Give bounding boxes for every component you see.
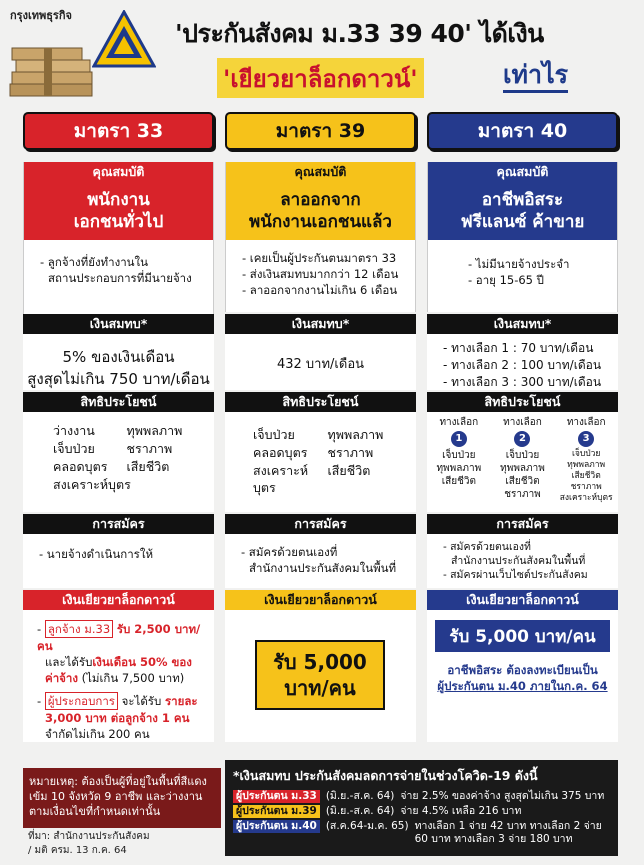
benefit-item: เสียชีวิต (327, 463, 371, 478)
relief-label: เงินเยียวยาล็อกดาวน์ (225, 590, 416, 610)
qualification-panel (225, 162, 416, 312)
row-detail: จ่าย 2.5% ของค่าจ้าง สูงสุดไม่เกิน 375 บาท (400, 790, 605, 802)
brand-name: กรุงเทพธุรกิจ (10, 9, 72, 22)
note-box: หมายเหตุ: ต้องเป็นผู้ที่อยู่ในพื้นที่สีแดงเข้ม 10 จังหวัด 9 อาชีพ และว่างงานตามเงื่อนไขที่กำหนดเท่านั้น (23, 768, 221, 828)
benefit-item: เสียชีวิต (441, 476, 476, 487)
relief-highlight: ค่าจ้าง (45, 671, 78, 685)
page-title: 'ประกันสังคม ม.33 39 40' ได้เงิน (175, 19, 544, 48)
benefit-label: สิทธิประโยชน์ (225, 392, 416, 412)
contribution-line: - ทางเลือก 1 : 70 บาท/เดือน (443, 341, 594, 355)
relief-details (427, 662, 618, 694)
contribution-line: สูงสุดไม่เกิน 750 บาท/เดือน (27, 370, 210, 388)
benefit-item: เจ็บป่วย (505, 450, 540, 461)
benefit-item: ชราภาพ (126, 441, 173, 456)
apply-label: การสมัคร (23, 514, 214, 534)
relief-text: อาชีพอิสระ ต้องลงทะเบียนเป็น (447, 663, 598, 677)
list-item: - อายุ 15-65 ปี (468, 273, 544, 287)
business-tag: ผู้ประกอบการ (45, 692, 118, 710)
source-line: / มติ ครม. 13 ก.ค. 64 (28, 845, 127, 856)
benefit-panel (225, 392, 416, 512)
relief-panel (427, 590, 618, 742)
contribution-line: 432 บาท/เดือน (276, 357, 365, 372)
option-number: 2 (514, 431, 530, 447)
contribution-row (233, 820, 610, 846)
option-column (491, 416, 555, 504)
benefit-item: สงเคราะห์บุตร (559, 493, 613, 503)
money-stack-icon (8, 28, 98, 106)
row-period: (ส.ค.64-ม.ค. 65) (325, 820, 409, 832)
relief-label: เงินเยียวยาล็อกดาวน์ (427, 590, 618, 610)
apply-label: การสมัคร (427, 514, 618, 534)
benefit-item: ทุพพลภาพ (327, 427, 384, 442)
contribution-reduction-box (225, 760, 618, 856)
list-item: - สมัครผ่านเว็บไซต์ประกันสังคม (443, 569, 588, 581)
list-item: สถานประกอบการที่มีนายจ้าง (48, 271, 192, 285)
apply-panel (23, 514, 214, 588)
apply-list (23, 534, 214, 562)
row-period: (มิ.ย.-ส.ค. 64) (325, 790, 395, 802)
relief-highlight: เงินเดือน 50% ของ (92, 655, 192, 669)
relief-details: - ลูกจ้าง ม.33 รับ 2,500 บาท/คน และได้รับเงินเดือน 50% ของ ค่าจ้าง (ไม่เกิน 7,500 บาท) - ผู้ประกอบการ จะได้รับ รายละ 3,000 บาท ต่อลูกจ้าง 1 คน จำกัดไม่เกิน 200 คน (23, 610, 214, 742)
column-header: มาตรา 39 (225, 112, 416, 150)
relief-text: ผู้ประกันตน ม.40 ภายในก.ค. 64 (437, 679, 608, 693)
option-number: 1 (451, 431, 467, 447)
qualification-main-line: พนักงาน (87, 190, 150, 210)
relief-highlight: รายละ (164, 694, 198, 708)
qualification-list (226, 240, 415, 298)
relief-amount: รับ 5,000 (273, 650, 367, 674)
benefit-item: สงเคราะห์บุตร (253, 463, 309, 495)
contribution-label: เงินสมทบ* (225, 314, 416, 334)
qualification-main-line: ฟรีแลนซ์ ค้าขาย (460, 212, 585, 232)
qualification-label: คุณสมบัติ (226, 162, 415, 182)
title-highlight (217, 58, 424, 98)
benefit-item: เจ็บป่วย (253, 427, 295, 442)
qualification-main (24, 182, 213, 240)
title-subtitle: 'เยียวยาล็อกดาวน์' (223, 64, 418, 93)
apply-panel (225, 514, 416, 588)
benefit-item: เสียชีวิต (126, 459, 170, 474)
relief-text: จะได้รับ (121, 694, 162, 708)
relief-amount: รับ 2,500 บาท/คน (37, 622, 201, 653)
column-section-33 (23, 112, 214, 741)
option-label: ทางเลือก (566, 417, 606, 428)
benefit-label: สิทธิประโยชน์ (23, 392, 214, 412)
benefit-item: สงเคราะห์บุตร (53, 477, 131, 492)
benefit-item: เสียชีวิต (505, 476, 540, 487)
qualification-label: คุณสมบัติ (24, 162, 213, 182)
list-item: - เคยเป็นผู้ประกันตนมาตรา 33 (242, 251, 397, 265)
benefit-list (23, 412, 214, 493)
column-header: มาตรา 40 (427, 112, 618, 150)
benefit-item: ทุพพลภาพ (500, 463, 545, 474)
benefit-options (427, 412, 618, 504)
apply-list (427, 534, 618, 582)
sso-logo-icon (92, 10, 156, 70)
row-label: ผู้ประกันตน ม.39 (233, 805, 320, 818)
title-suffix: เท่าไร (503, 60, 568, 93)
row-label: ผู้ประกันตน ม.33 (233, 790, 320, 803)
relief-text: และได้รับ (45, 655, 93, 669)
relief-amount: รับ 5,000 บาท/คน (435, 620, 610, 652)
column-section-40 (427, 112, 618, 693)
qualification-list (428, 240, 617, 288)
benefit-label: สิทธิประโยชน์ (427, 392, 618, 412)
contribution-panel (427, 314, 618, 390)
benefit-item: ทุพพลภาพ (436, 463, 482, 474)
column-section-39 (225, 112, 416, 700)
option-label: ทางเลือก (439, 417, 479, 428)
benefit-item: เจ็บป่วย (53, 441, 95, 456)
contribution-values (427, 334, 618, 391)
benefit-item: ทุพพลภาพ (126, 423, 183, 438)
option-label: ทางเลือก (503, 417, 542, 428)
list-item: - สมัครด้วยตนเองที่ (443, 541, 531, 553)
contribution-line: - ทางเลือก 3 : 300 บาท/เดือน (443, 375, 602, 389)
benefit-item: เสียชีวิต (571, 471, 601, 481)
benefit-item: ทุพพลภาพ (567, 460, 606, 470)
benefit-item: เจ็บป่วย (442, 450, 476, 461)
list-item: สำนักงานประกันสังคมในพื้นที่ (249, 561, 397, 575)
relief-unit: บาท/คน (284, 676, 356, 700)
relief-text: (ไม่เกิน 7,500 บาท) (81, 671, 185, 685)
apply-panel (427, 514, 618, 588)
contribution-line: - ทางเลือก 2 : 100 บาท/เดือน (443, 358, 602, 372)
contribution-row (233, 790, 610, 803)
relief-panel (23, 590, 214, 742)
qualification-main-line: ลาออกจาก (280, 190, 361, 210)
benefit-item: เจ็บป่วย (571, 449, 601, 459)
contribution-label: เงินสมทบ* (23, 314, 214, 334)
source-note (28, 830, 150, 858)
relief-amount-box (255, 640, 385, 710)
option-number: 3 (578, 431, 594, 447)
column-header: มาตรา 33 (23, 112, 214, 150)
qualification-main-line: เอกชนทั่วไป (73, 212, 164, 232)
benefit-panel (427, 392, 618, 512)
contribution-values (23, 334, 214, 390)
benefit-item: คลอดบุตร (53, 459, 108, 474)
list-item: - นายจ้างดำเนินการให้ (39, 547, 154, 561)
benefit-item: ชราภาพ (504, 489, 541, 500)
list-item: - ส่งเงินสมทบมากกว่า 12 เดือน (242, 267, 399, 281)
source-line: ที่มา: สำนักงานประกันสังคม (28, 831, 150, 842)
relief-highlight: 3,000 บาท ต่อลูกจ้าง 1 คน (45, 711, 190, 725)
option-column (554, 416, 618, 504)
qualification-main-line: พนักงานเอกชนแล้ว (249, 212, 392, 232)
benefit-list (225, 412, 416, 496)
contribution-panel (225, 314, 416, 390)
qualification-main-line: อาชีพอิสระ (481, 190, 564, 210)
qualification-panel (427, 162, 618, 312)
row-detail: จ่าย 4.5% เหลือ 216 บาท (400, 805, 522, 817)
benefit-item: คลอดบุตร (253, 445, 308, 460)
qualification-list (24, 240, 213, 286)
option-column (427, 416, 491, 504)
benefit-panel (23, 392, 214, 512)
row-detail: ทางเลือก 1 จ่าย 42 บาท ทางเลือก 2 จ่าย 60 บาท ทางเลือก 3 จ่าย 180 บาท (414, 820, 602, 845)
row-period: (มิ.ย.-ส.ค. 64) (325, 805, 395, 817)
list-item: - ลาออกจากงานไม่เกิน 6 เดือน (242, 283, 398, 297)
benefit-item: ชราภาพ (327, 445, 374, 460)
employee-tag: ลูกจ้าง ม.33 (45, 620, 113, 638)
benefit-item: ชราภาพ (570, 482, 602, 492)
contribution-values (225, 334, 416, 376)
qualification-main (428, 182, 617, 240)
contribution-panel (23, 314, 214, 390)
list-item: - สมัครด้วยตนเองที่ (241, 545, 338, 559)
list-item: - ไม่มีนายจ้างประจำ (468, 257, 570, 271)
relief-text: จำกัดไม่เกิน 200 คน (45, 727, 150, 741)
list-item: - ลูกจ้างที่ยังทำงานใน (40, 255, 149, 269)
apply-label: การสมัคร (225, 514, 416, 534)
list-item: สำนักงานประกันสังคมในพื้นที่ (451, 555, 586, 567)
contribution-line: 5% ของเงินเดือน (62, 348, 175, 366)
contribution-reduction-title: *เงินสมทบ ประกันสังคมลดการจ่ายในช่วงโควิด-19 ดังนี้ (233, 768, 538, 783)
apply-list (225, 534, 416, 576)
contribution-label: เงินสมทบ* (427, 314, 618, 334)
relief-label: เงินเยียวยาล็อกดาวน์ (23, 590, 214, 610)
row-label: ผู้ประกันตน ม.40 (233, 820, 320, 833)
qualification-label: คุณสมบัติ (428, 162, 617, 182)
contribution-row (233, 805, 610, 818)
benefit-item: ว่างงาน (53, 423, 95, 438)
qualification-main (226, 182, 415, 240)
